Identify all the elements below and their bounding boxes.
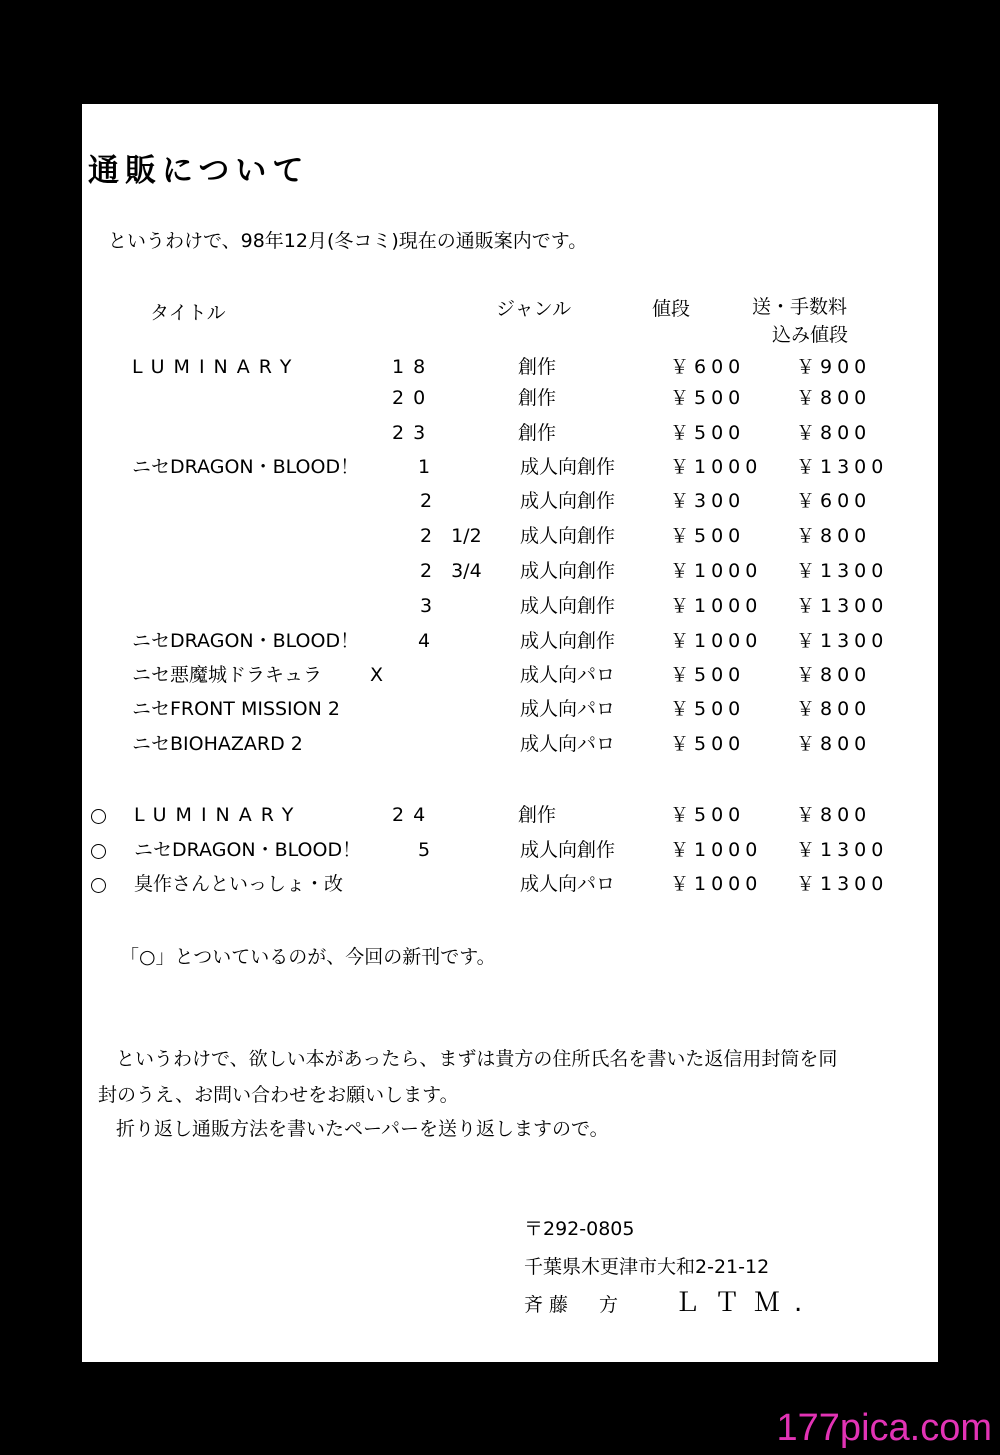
row-genre: 成人向創作 — [520, 525, 616, 547]
org-name: ＬＴＭ. — [674, 1288, 817, 1318]
row-volume: 18 — [392, 356, 435, 378]
col-header-fee-2: 込み値段 — [772, 324, 849, 346]
row-genre: 創作 — [518, 387, 557, 409]
row-genre: 成人向創作 — [520, 839, 616, 861]
row-total: ￥1300 — [796, 839, 889, 861]
row-total: ￥800 — [796, 422, 872, 444]
row-price: ￥500 — [670, 664, 746, 686]
row-total: ￥1300 — [796, 873, 889, 895]
row-title: ニセBIOHAZARD 2 — [132, 733, 303, 755]
row-volume: 20 — [392, 387, 435, 409]
row-price: ￥1000 — [670, 839, 763, 861]
row-volume: X — [370, 664, 384, 686]
paragraph-line-2: 封のうえ、お問い合わせをお願いします。 — [98, 1084, 459, 1106]
row-total: ￥800 — [796, 387, 872, 409]
row-genre: 成人向創作 — [520, 630, 616, 652]
row-price: ￥500 — [670, 422, 746, 444]
new-release-circle-icon — [91, 878, 106, 893]
col-header-fee: 送・手数料 — [752, 296, 848, 318]
row-price: ￥1000 — [670, 630, 763, 652]
row-genre: 成人向パロ — [520, 664, 616, 686]
row-total: ￥800 — [796, 733, 872, 755]
row-price: ￥1000 — [670, 456, 763, 478]
row-volume: 23 — [392, 422, 435, 444]
new-release-note: 「○」とついているのが、今回の新刊です。 — [120, 946, 496, 968]
row-price: ￥500 — [670, 698, 746, 720]
row-title: ニセ悪魔城ドラキュラ — [132, 664, 323, 686]
paragraph-line-1: というわけで、欲しい本があったら、まずは貴方の住所氏名を書いた返信用封筒を同 — [116, 1048, 838, 1070]
row-genre: 創作 — [518, 422, 557, 444]
row-title: ニセFRONT MISSION 2 — [132, 698, 340, 720]
paper-sheet — [82, 104, 938, 1362]
col-header-title: タイトル — [150, 302, 226, 324]
row-genre: 成人向創作 — [520, 560, 616, 582]
row-genre: 成人向創作 — [520, 490, 616, 512]
row-price: ￥300 — [670, 490, 746, 512]
row-genre: 成人向創作 — [520, 595, 616, 617]
row-total: ￥1300 — [796, 630, 889, 652]
row-price: ￥600 — [670, 356, 746, 378]
row-price: ￥500 — [670, 804, 746, 826]
row-genre: 創作 — [518, 356, 557, 378]
row-price: ￥500 — [670, 525, 746, 547]
row-title: ニセDRAGON・BLOOD！ — [132, 456, 360, 478]
row-total: ￥900 — [796, 356, 872, 378]
row-title: ニセDRAGON・BLOOD！ — [132, 630, 360, 652]
row-total: ￥800 — [796, 698, 872, 720]
row-genre: 成人向パロ — [520, 698, 616, 720]
row-title: LUMINARY — [134, 804, 303, 826]
new-release-circle-icon — [91, 844, 106, 859]
row-price: ￥1000 — [670, 595, 763, 617]
address-name: 斉藤 方 — [524, 1294, 625, 1316]
row-price: ￥1000 — [670, 873, 763, 895]
row-genre: 成人向創作 — [520, 456, 616, 478]
row-volume: 5 — [418, 839, 431, 861]
row-price: ￥500 — [670, 733, 746, 755]
row-volume: 2 1/2 — [420, 525, 482, 547]
row-title: ニセDRAGON・BLOOD！ — [134, 839, 362, 861]
row-volume: 2 3/4 — [420, 560, 482, 582]
row-genre: 成人向パロ — [520, 873, 616, 895]
row-total: ￥600 — [796, 490, 872, 512]
new-release-circle-icon — [91, 809, 106, 824]
row-volume: 1 — [418, 456, 431, 478]
row-price: ￥500 — [670, 387, 746, 409]
paragraph-line-3: 折り返し通販方法を書いたペーパーを送り返しますので。 — [116, 1118, 609, 1140]
row-title: LUMINARY — [132, 356, 301, 378]
col-header-genre: ジャンル — [496, 298, 572, 320]
row-total: ￥800 — [796, 525, 872, 547]
intro-text: というわけで、98年12月(冬コミ)現在の通販案内です。 — [108, 230, 588, 252]
row-total: ￥800 — [796, 804, 872, 826]
row-volume: 24 — [392, 804, 435, 826]
row-total: ￥1300 — [796, 595, 889, 617]
row-volume: 2 — [420, 490, 433, 512]
row-volume: 4 — [418, 630, 431, 652]
row-total: ￥1300 — [796, 560, 889, 582]
row-title: 臭作さんといっしょ・改 — [134, 873, 344, 895]
row-genre: 成人向パロ — [520, 733, 616, 755]
row-total: ￥800 — [796, 664, 872, 686]
col-header-price: 値段 — [652, 298, 691, 320]
row-price: ￥1000 — [670, 560, 763, 582]
row-total: ￥1300 — [796, 456, 889, 478]
site-watermark: 177pica.com — [776, 1407, 992, 1449]
page-title: 通販について — [88, 153, 310, 189]
row-volume: 3 — [420, 595, 433, 617]
row-genre: 創作 — [518, 804, 557, 826]
postal-code: 〒292-0805 — [524, 1218, 635, 1240]
address-line: 千葉県木更津市大和2-21-12 — [524, 1256, 770, 1278]
